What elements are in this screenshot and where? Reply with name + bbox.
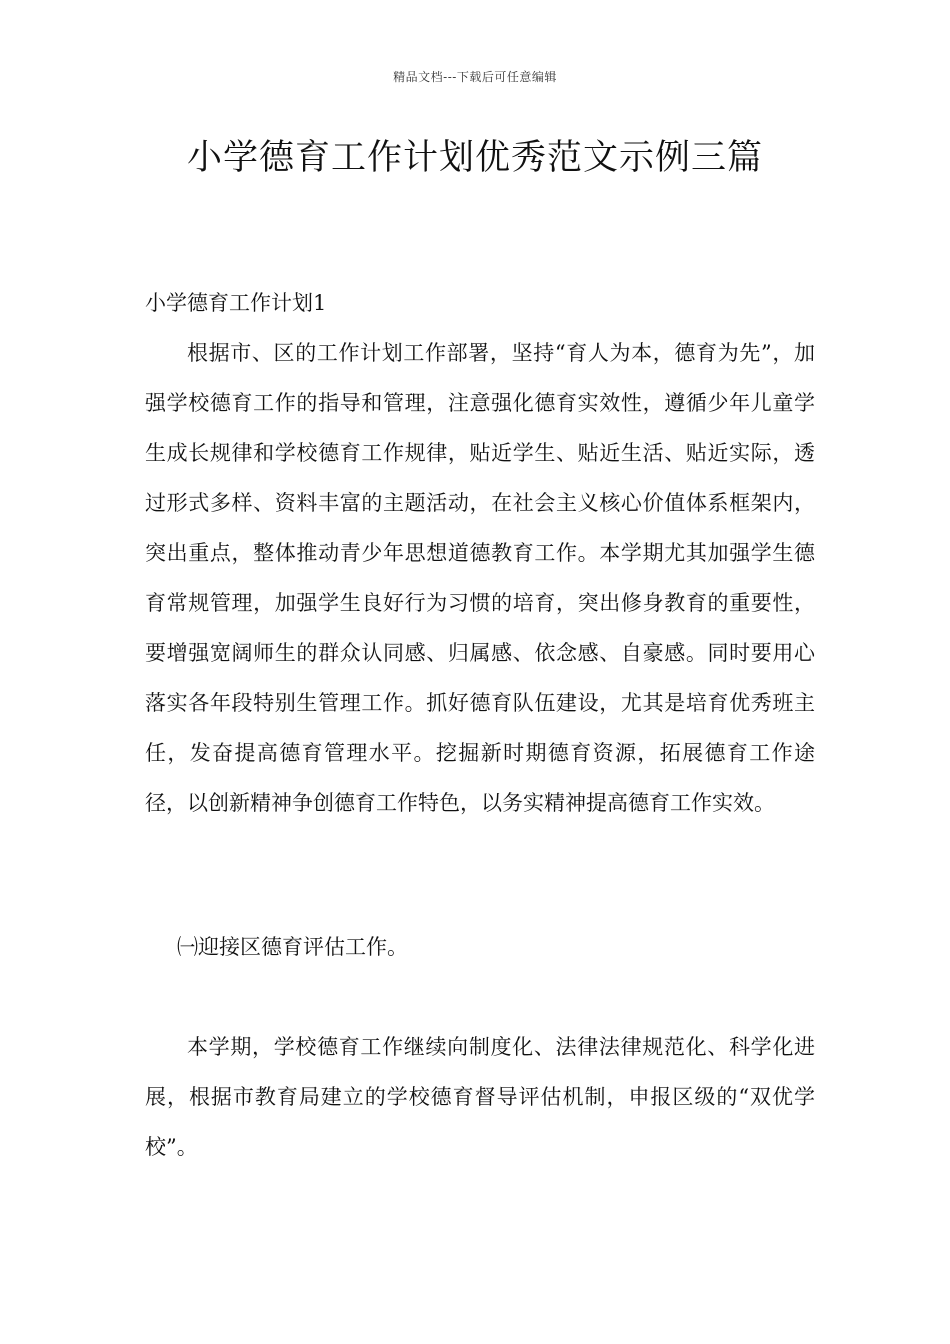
paragraph-text: 根据市、区的工作计划工作部署，坚持“育人为本，德育为先”，加强学校德育工作的指导和管理，注意强化德育实效性，遵循少年儿童学生成长规律和学校德育工作规律，贴近学生、贴近生活、贴近实际，透过形式多样、资料丰富的主题活动，在社会主义核心价值体系框架内，突出重点，整体推动青少年思想道德教育工作。本学期尤其加强学生德育常规管理，加强学生良好行为习惯的培育，突出修身教育的重要性，要增强宽阔师生的群众认同感、归属感、依念感、自豪感。同时要用心落实各年段特别生管理工作。抓好德育队伍建设，尤其是培育优秀班主任，发奋提高德育管理水平。挖掘新时期德育资源，拓展德育工作途径，以创新精神争创德育工作特色，以务实精神提高德育工作实效。	[145, 341, 815, 815]
document-title: 小学德育工作计划优秀范文示例三篇	[186, 138, 763, 178]
header-note: 精品文档---下载后可任意编辑	[393, 70, 557, 84]
body-paragraph-1	[145, 328, 815, 828]
section-heading: 小学德育工作计划1	[145, 291, 327, 315]
paragraph-text: 本学期，学校德育工作继续向制度化、法律法律规范化、科学化进展，根据市教育局建立的学校德育督导评估机制，申报区级的“双优学校”。	[145, 1035, 815, 1159]
body-paragraph-2	[145, 1022, 815, 1172]
sub-heading: ㈠迎接区德育评估工作。	[177, 935, 408, 959]
